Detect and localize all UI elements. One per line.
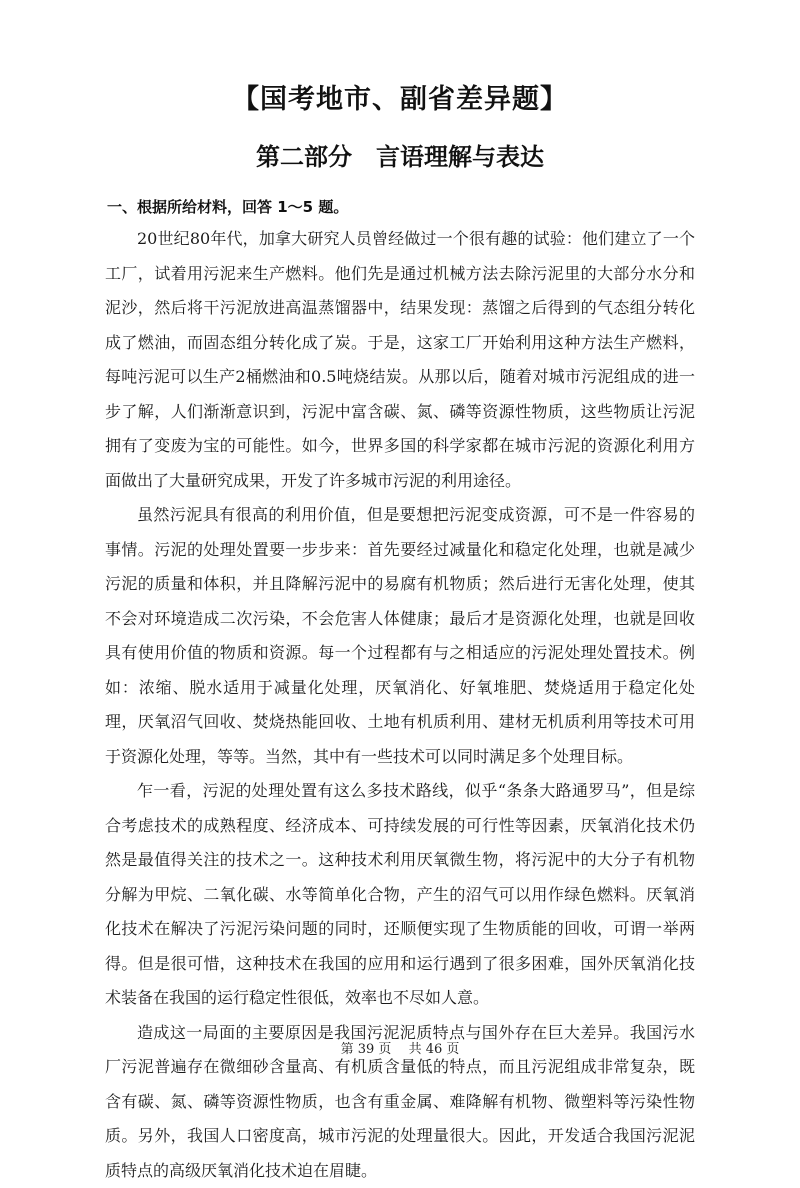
section-heading: 一、根据所给材料，回答 1～5 题。: [107, 192, 707, 222]
paragraph-3: 乍一看，污泥的处理处置有这么多技术路线，似乎“条条大路通罗马”，但是综合考虑技术的成熟程度、经济成本、可持续发展的可行性等因素，厌氧消化技术仍然是最值得关注的技术之一。这种技术利用厌氧微生物，将污泥中的大分子有机物分解为甲烷、二氧化碳、水等简单化合物，产生的沼气可以用作绿色燃料。厌氧消化技术在解决了污泥污染问题的同时，还顺便实现了生物质能的回收，可谓一举两得。但是很可惜，这种技术在我国的应用和运行遇到了很多困难，国外厌氧消化技术装备在我国的运行稳定性很低，效率也不尽如人意。: [105, 774, 695, 1016]
page-number-footer: 第 39 页 共 46 页: [0, 1040, 800, 1060]
document-title: 【国考地市、副省差异题】: [0, 80, 800, 120]
paragraph-1: 20世纪80年代，加拿大研究人员曾经做过一个很有趣的试验：他们建立了一个工厂，试着用污泥来生产燃料。他们先是通过机械方法去除污泥里的大部分水分和泥沙，然后将干污泥放进高温蒸馏器中，结果发现：蒸馏之后得到的气态组分转化成了燃油，而固态组分转化成了炭。于是，这家工厂开始利用这种方法生产燃料，每吨污泥可以生产2桶燃油和0.5吨烧结炭。从那以后，随着对城市污泥组成的进一步了解，人们渐渐意识到，污泥中富含碳、氮、磷等资源性物质，这些物质让污泥拥有了变废为宝的可能性。如今，世界多国的科学家都在城市污泥的资源化利用方面做出了大量研究成果，开发了许多城市污泥的利用途径。: [105, 222, 695, 498]
part-title: 第二部分 言语理解与表达: [0, 137, 800, 177]
paragraph-2: 虽然污泥具有很高的利用价值，但是要想把污泥变成资源，可不是一件容易的事情。污泥的处理处置要一步步来：首先要经过减量化和稳定化处理，也就是减少污泥的质量和体积，并且降解污泥中的易腐有机物质；然后进行无害化处理，使其不会对环境造成二次污染，不会危害人体健康；最后才是资源化处理，也就是回收具有使用价值的物质和资源。每一个过程都有与之相适应的污泥处理处置技术。例如：浓缩、脱水适用于减量化处理，厌氧消化、好氧堆肥、焚烧适用于稳定化处理，厌氧沼气回收、焚烧热能回收、土地有机质利用、建材无机质利用等技术可用于资源化处理，等等。当然，其中有一些技术可以同时满足多个处理目标。: [105, 498, 695, 774]
paragraph-4: 造成这一局面的主要原因是我国污泥泥质特点与国外存在巨大差异。我国污水厂污泥普遍存在微细砂含量高、有机质含量低的特点，而且污泥组成非常复杂，既含有碳、氮、磷等资源性物质，也含有重金属、难降解有机物、微塑料等污染性物质。另外，我国人口密度高，城市污泥的处理量很大。因此，开发适合我国污泥泥质特点的高级厌氧消化技术迫在眉睫。: [105, 1016, 695, 1188]
